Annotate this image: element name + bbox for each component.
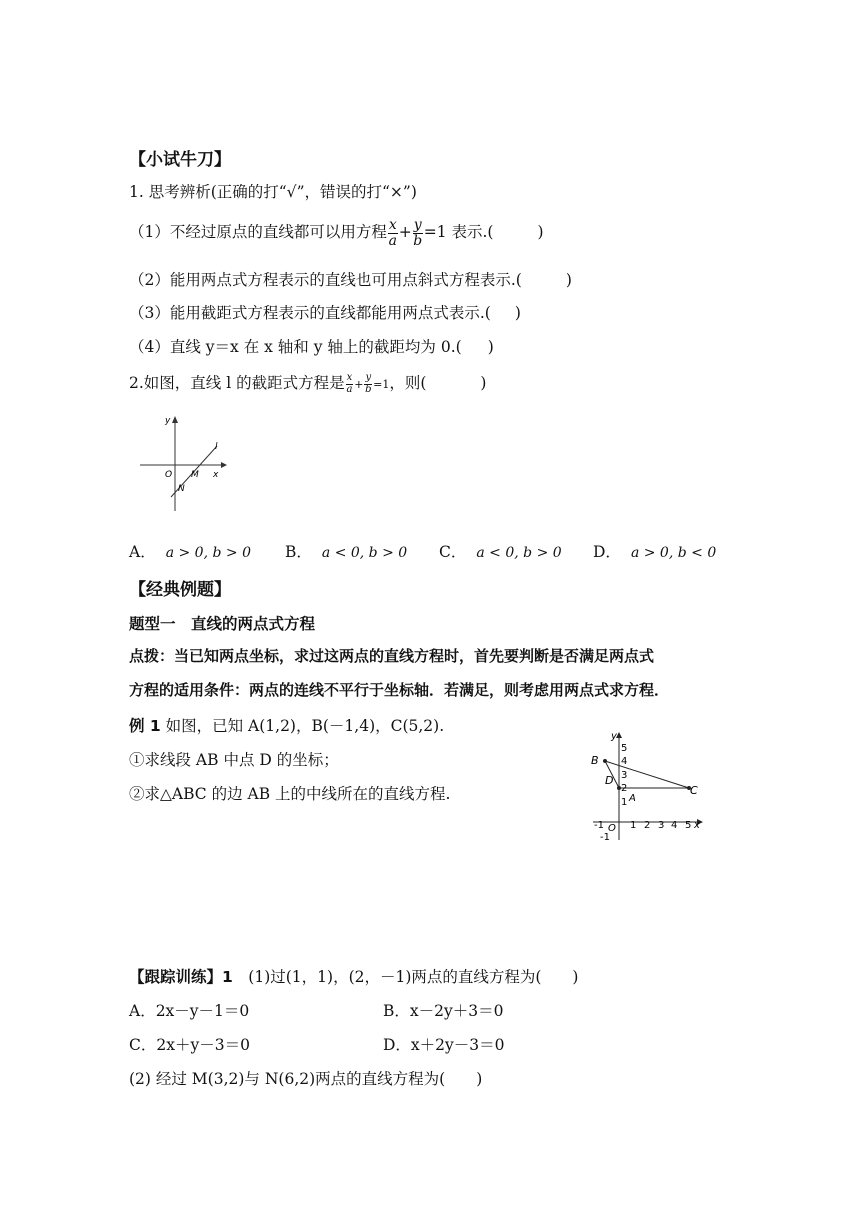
x-axis-arrow-icon: [221, 462, 227, 468]
point-b: [603, 759, 607, 763]
practice-question-1: 【跟踪训练】1 (1)过(1，1)，(2，－1)两点的直线方程为( ): [129, 968, 579, 986]
y-axis-label: y: [165, 416, 171, 426]
practice-option-d[interactable]: D．x＋2y－3＝0: [383, 1036, 505, 1054]
example-1-part-1: ①求线段 AB 中点 D 的坐标；: [129, 751, 339, 769]
y-tick-neg1: -1: [600, 832, 610, 843]
question-1-stem: 1. 思考辨析(正确的打“√”，错误的打“×”): [129, 183, 417, 201]
point-d-label: D: [605, 774, 614, 787]
fraction-x-over-a: $\frac{x}{a}$: [388, 217, 397, 249]
point-c-label: C: [690, 784, 698, 797]
question-1-item-1: （1）不经过原点的直线都可以用方程 $\frac{x}{a}$ + $\frac{y}{b}$ =1 表示.( ): [129, 217, 544, 249]
practice-question-2: (2) 经过 M(3,2)与 N(6,2)两点的直线方程为( ): [129, 1070, 483, 1088]
y-tick-2: 2: [621, 783, 628, 794]
origin-label: O: [608, 823, 616, 834]
x-axis-label: x: [213, 470, 219, 480]
practice-option-b[interactable]: B．x－2y＋3＝0: [383, 1002, 504, 1020]
y-tick-1: 1: [621, 797, 628, 808]
question-2-stem: 2.如图，直线 l 的截距式方程是 $\frac{x}{a}$ + $\frac{y}{b}$ =1，则( ): [129, 372, 487, 395]
fraction-y-over-b-small: $\frac{y}{b}$: [365, 372, 372, 395]
x-tick-1: 1: [630, 820, 637, 831]
type-1-title: 题型一 直线的两点式方程: [129, 615, 316, 633]
fraction-x-over-a-small: $\frac{x}{a}$: [346, 372, 353, 395]
y-axis-arrow-icon: [172, 416, 178, 423]
x-tick-4: 4: [671, 820, 678, 831]
point-a-label: A: [629, 793, 636, 804]
option-c[interactable]: C． a < 0, b > 0: [439, 543, 562, 561]
y-tick-5: 5: [621, 743, 628, 754]
example-1-part-2: ②求△ABC 的边 AB 上的中线所在的直线方程.: [129, 785, 451, 803]
y-tick-4: 4: [621, 756, 628, 767]
question-1-item-4: （4）直线 y＝x 在 x 轴和 y 轴上的截距均为 0.( ): [129, 338, 494, 356]
x-axis-label: x: [694, 820, 700, 831]
tip-line-2: 方程的适用条件：两点的连线不平行于坐标轴．若满足，则考虑用两点式求方程．: [129, 681, 670, 699]
example-1-stem: 例 1 如图，已知 A(1,2)，B(－1,4)，C(5,2).: [129, 717, 445, 735]
section-heading-examples: 【经典例题】: [129, 580, 231, 600]
line-l-label: l: [215, 442, 218, 452]
question-1-item-2: （2）能用两点式方程表示的直线也可用点斜式方程表示.( ): [129, 271, 572, 289]
point-n-label: N: [178, 484, 185, 494]
option-a[interactable]: A． a > 0, b > 0: [129, 543, 251, 561]
option-b[interactable]: B． a < 0, b > 0: [285, 543, 408, 561]
item-1-prefix: （1）不经过原点的直线都可以用方程: [129, 223, 387, 242]
question-1-item-3: （3）能用截距式方程表示的直线都能用两点式表示.( ): [129, 304, 521, 322]
x-tick-2: 2: [644, 820, 651, 831]
practice-option-a[interactable]: A．2x－y－1＝0: [129, 1002, 250, 1020]
practice-option-c[interactable]: C．2x＋y－3＝0: [129, 1036, 250, 1054]
section-heading-practice: 【小试牛刀】: [129, 150, 231, 170]
point-b-label: B: [591, 754, 599, 767]
triangle-abc-graph: [585, 730, 710, 845]
x-tick-3: 3: [658, 820, 665, 831]
y-tick-3: 3: [621, 770, 628, 781]
segment-bc: [605, 761, 689, 788]
origin-label: O: [165, 470, 173, 480]
x-tick-neg1: -1: [594, 820, 604, 831]
tip-line-1: 点拨：当已知两点坐标，求过这两点的直线方程时，首先要判断是否满足两点式: [129, 647, 655, 665]
fraction-y-over-b: $\frac{y}{b}$: [413, 217, 423, 249]
option-d[interactable]: D． a > 0, b < 0: [593, 543, 717, 561]
point-m-label: M: [191, 470, 199, 480]
line-l-graph: [135, 413, 230, 513]
y-axis-label: y: [611, 731, 617, 742]
x-tick-5: 5: [685, 820, 692, 831]
